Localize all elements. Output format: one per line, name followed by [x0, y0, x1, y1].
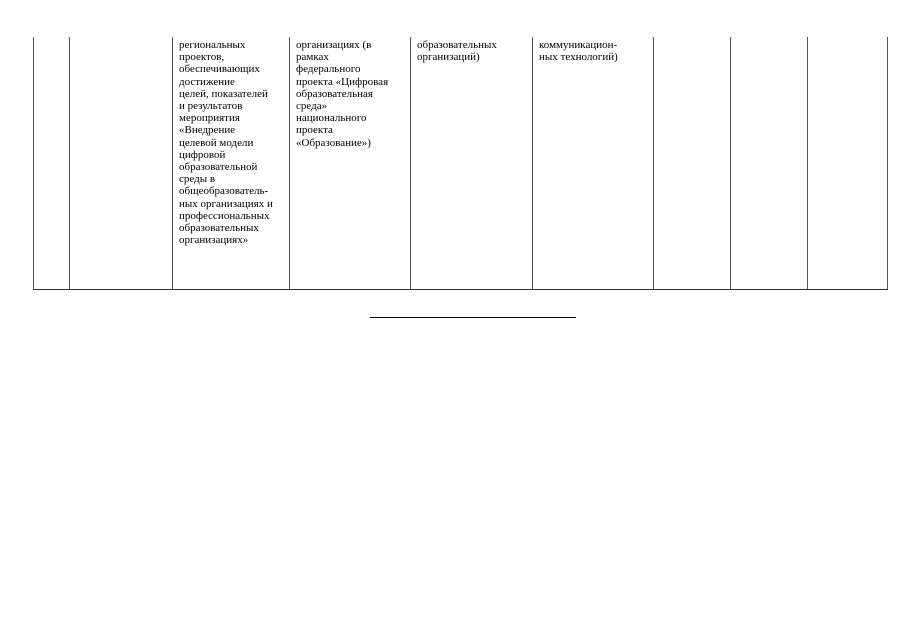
table-cell — [654, 37, 731, 290]
table-cell: организациях (в рамках федерального проекта «Цифровая образовательная среда» национального проекта «Образование») — [290, 37, 411, 290]
table-cell — [731, 37, 808, 290]
table-cell — [808, 37, 888, 290]
table-cell: региональных проектов, обеспечивающих достижение целей, показателей и результатов мероприятия «Внедрение целевой модели цифровой образовательной среды в общеобразователь- ных организациях и профессиональных образовательных организациях» — [173, 37, 290, 290]
table-cell — [34, 37, 70, 290]
table-cell — [70, 37, 173, 290]
closing-rule — [370, 317, 576, 318]
table-row — [34, 37, 888, 290]
table-cell: образовательных организаций) — [411, 37, 533, 290]
document-table — [33, 37, 888, 290]
table-cell: коммуникацион- ных технологий) — [533, 37, 654, 290]
